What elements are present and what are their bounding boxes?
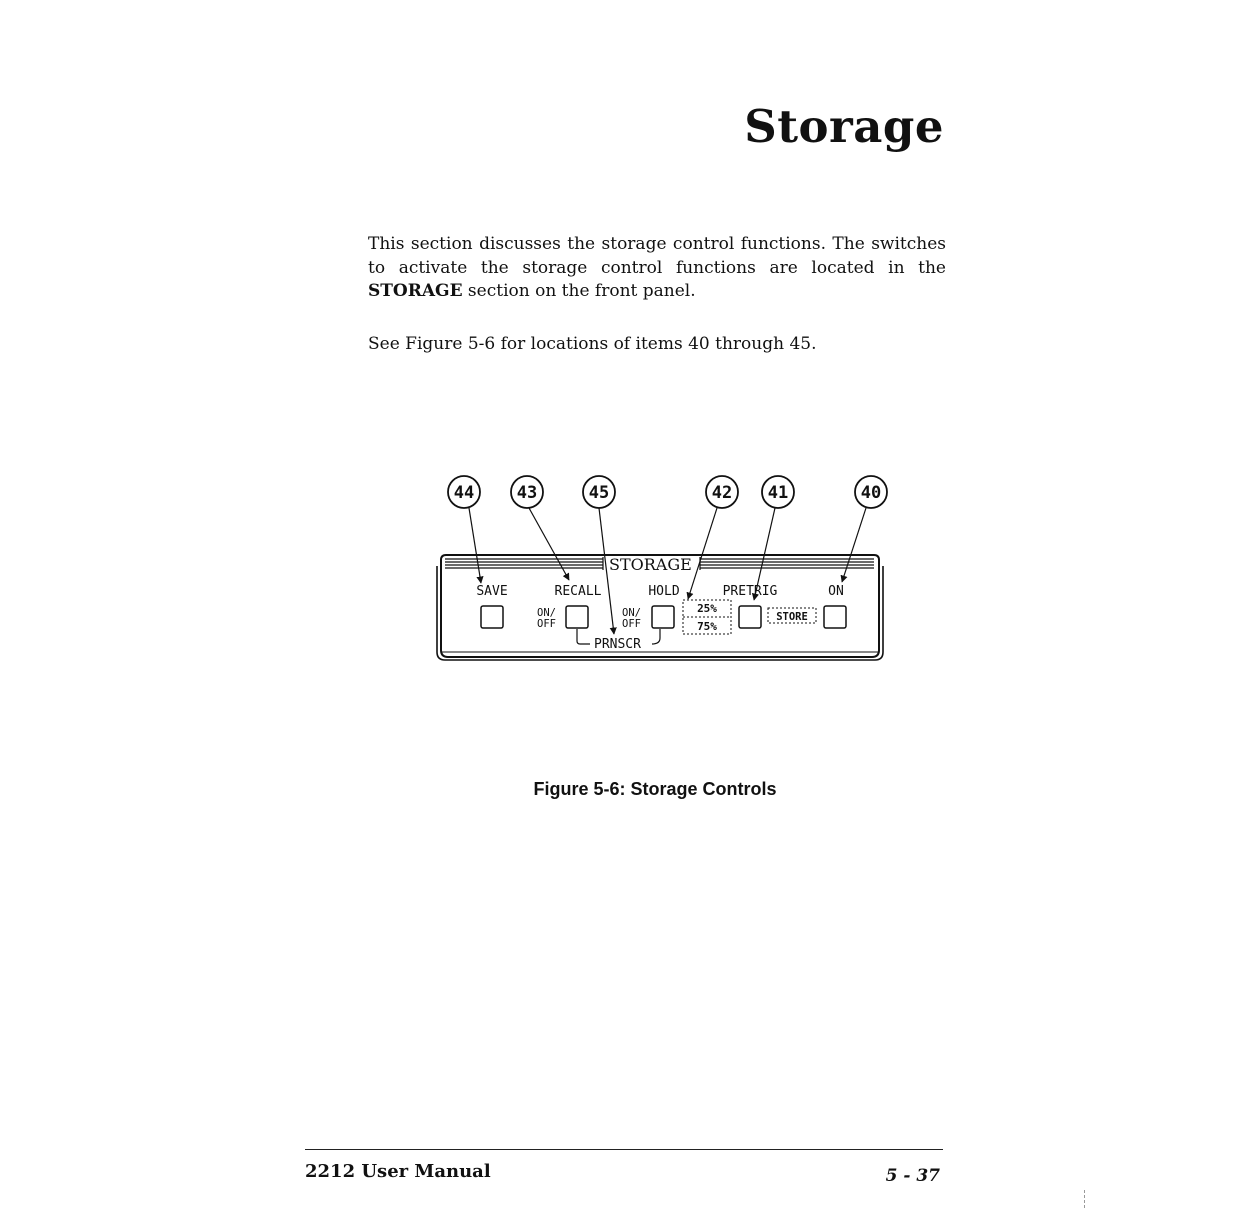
callout-43 — [511, 476, 543, 508]
store-indicator: STORE — [776, 611, 808, 623]
hold-button[interactable] — [652, 606, 674, 628]
callout-40 — [855, 476, 887, 508]
callout-45-label: 45 — [588, 483, 610, 503]
panel-title-storage: STORAGE — [609, 555, 692, 574]
save-button[interactable] — [481, 606, 503, 628]
intro-storage-bold: STORAGE — [368, 281, 463, 301]
label-recall: RECALL — [554, 584, 602, 599]
hold-on-label: ON/ — [622, 607, 641, 619]
callout-41 — [762, 476, 794, 508]
callout-41-label: 41 — [767, 483, 789, 503]
leader-43 — [529, 508, 569, 580]
callout-42 — [706, 476, 738, 508]
label-hold: HOLD — [648, 584, 680, 599]
figure-caption: Figure 5-6: Storage Controls — [533, 779, 777, 799]
callout-43-label: 43 — [516, 483, 538, 503]
footer-page-number: 5 - 37 — [885, 1166, 940, 1186]
recall-off-label: OFF — [537, 618, 556, 630]
leader-42 — [688, 508, 717, 599]
page-title: Storage — [744, 100, 944, 153]
recall-on-label: ON/ — [537, 607, 556, 619]
intro-text-end: section on the front panel. — [462, 281, 696, 301]
on-button[interactable] — [824, 606, 846, 628]
callout-45 — [583, 476, 615, 508]
callout-42-label: 42 — [711, 483, 733, 503]
footer-rule — [305, 1149, 943, 1150]
leader-40 — [842, 508, 866, 582]
pretrig-button[interactable] — [739, 606, 761, 628]
label-on: ON — [828, 584, 844, 599]
scan-mark — [1084, 1190, 1086, 1208]
label-pretrig: PRETRIG — [722, 584, 778, 599]
pct-75-indicator: 75% — [697, 620, 717, 633]
intro-text-start: This section discusses the storage control functions. The switches to activate the storage control functions are located in the — [368, 234, 946, 278]
pct-25-indicator: 25% — [697, 602, 717, 615]
prnscr-label: PRNSCR — [594, 637, 641, 652]
recall-button[interactable] — [566, 606, 588, 628]
callout-40-label: 40 — [860, 483, 882, 503]
label-save: SAVE — [476, 584, 508, 599]
leader-44 — [469, 508, 481, 583]
see-figure-text: See Figure 5-6 for locations of items 40 through 45. — [368, 334, 817, 354]
callout-44 — [448, 476, 480, 508]
callout-44-label: 44 — [453, 483, 475, 503]
footer-manual-title: 2212 User Manual — [305, 1161, 491, 1182]
hold-off-label: OFF — [622, 618, 641, 630]
